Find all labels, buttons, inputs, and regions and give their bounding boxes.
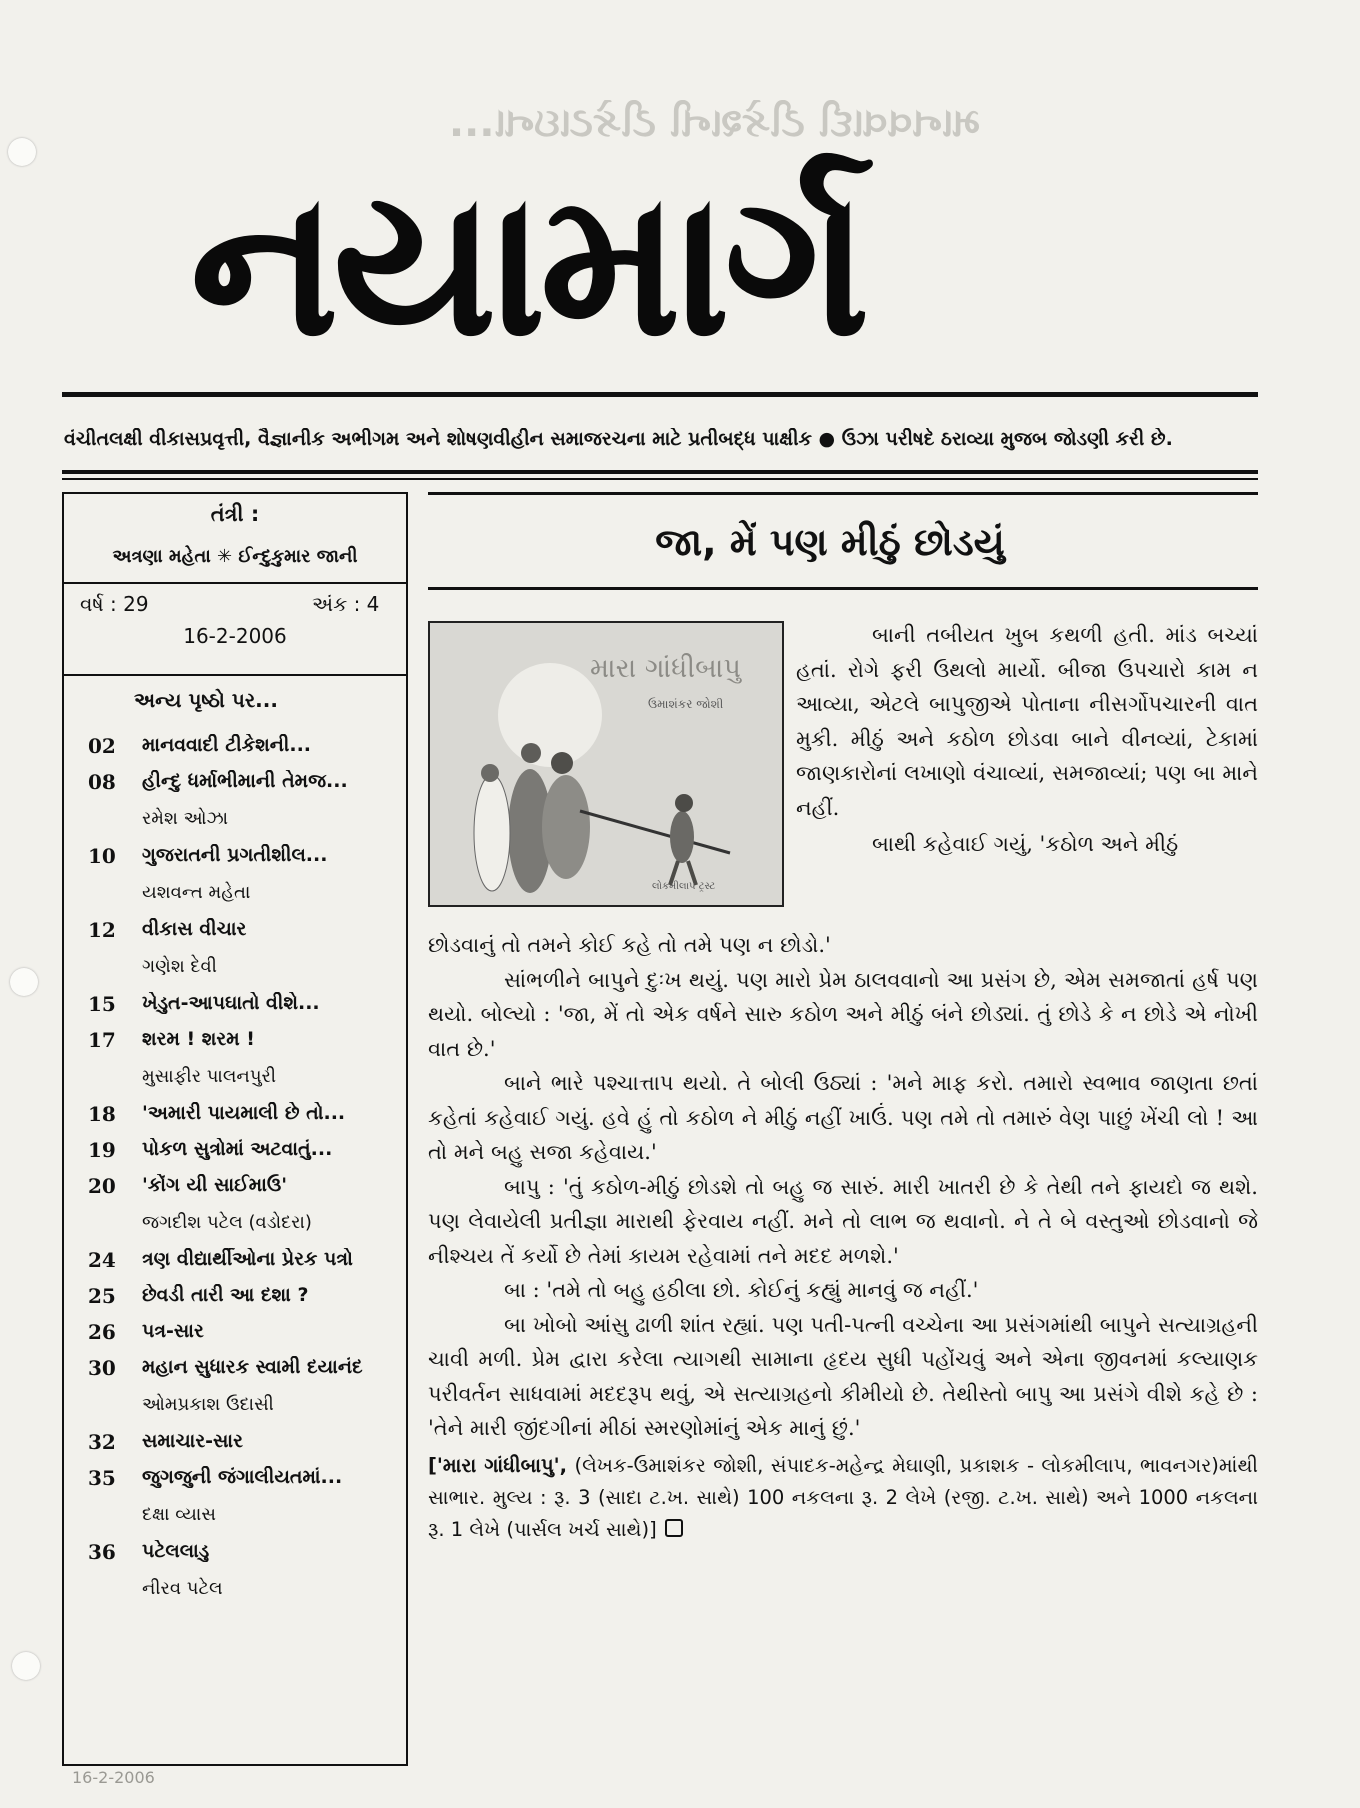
issue-date: 16-2-2006 — [183, 624, 287, 648]
toc-page-number: 36 — [88, 1540, 116, 1564]
toc-page-number: 35 — [88, 1466, 116, 1490]
article-paragraph: સાંભળીને બાપુને દુઃખ થયું. પણ મારો પ્રેમ ઠાલવવાનો આ પ્રસંગ છે, એમ સમજાતાં હર્ષ પણ થયો. બોલ્યો : 'જા, મેં તો એક વર્ષને સારુ કઠોળ અને મીઠું બંને છોડ્યાં. તું છોડે કે ન છોડે એ નોખી વાત છે.' — [428, 967, 1258, 1061]
toc-author-row — [74, 876, 398, 914]
toc-entry — [74, 1134, 398, 1170]
punch-hole — [8, 138, 36, 166]
toc-title: પોકળ સુત્રોમાં અટવાતું... — [142, 1138, 333, 1160]
article-paragraph: બાથી કહેવાઈ ગયું, 'કઠોળ અને મીઠું — [872, 832, 1179, 856]
toc-author: મુસાફીર પાલનપુરી — [142, 1066, 276, 1087]
toc-author-row — [74, 802, 398, 840]
sidebar-divider — [64, 582, 406, 584]
toc-page-number: 24 — [88, 1248, 116, 1272]
toc-entry — [74, 840, 398, 876]
masthead-tagline: વંચીતલક્ષી વીકાસપ્રવૃત્તી, વૈજ્ઞાનીક અભીગમ અને શોષણવીહીન સમાજરચના માટે પ્રતીબદ્ધ પાક્ષીક ● ઉંઝા પરીષદે ઠરાવ્યા મુજબ જોડણી કરી છે. — [64, 428, 1173, 450]
book-cover-image — [428, 621, 784, 907]
toc-title: વીકાસ વીચાર — [142, 918, 247, 940]
sidebar-divider — [64, 674, 406, 676]
toc-title: મહાન સુધારક સ્વામી દયાનંદ — [142, 1356, 363, 1378]
other-pages-heading: અન્ય પૃષ્ઠો પર... — [134, 688, 278, 712]
toc-title: હીન્દુ ધર્માભીમાની તેમજ... — [142, 770, 348, 792]
toc-page-number: 02 — [88, 734, 116, 758]
toc-author-row — [74, 1206, 398, 1244]
toc-page-number: 25 — [88, 1284, 116, 1308]
article-paragraph: બાની તબીયત ખુબ કથળી હતી. માંડ બચ્યાં હતાં. રોગે ફરી ઉથલો માર્યો. બીજા ઉપચારો કામ ન આવ્યા, એટલે બાપુજીએ પોતાના નીસર્ગોપચારની વાત મુકી. મીઠું અને કઠોળ છોડવા બાને વીનવ્યાં, ટેકામાં જાણકારોનાં લખાણો વંચાવ્યાં, સમજાવ્યાં; પણ બા માને નહીં. — [796, 623, 1258, 820]
toc-entry — [74, 1170, 398, 1206]
toc-author: યશવન્ત મહેતા — [142, 882, 251, 903]
article-main-column — [428, 928, 1258, 1546]
toc-title: જુગજુની જંગાલીયતમાં... — [142, 1466, 343, 1488]
toc-entry — [74, 1316, 398, 1352]
editor-names: અત્રણા મહેતા ✳ ઈન્દુકુમાર જાની — [112, 546, 358, 567]
toc-entry — [74, 1280, 398, 1316]
masthead-title: નયામાર્ગ — [190, 150, 865, 380]
toc-page-number: 32 — [88, 1430, 116, 1454]
toc-page-number: 15 — [88, 992, 116, 1016]
toc-entry — [74, 1244, 398, 1280]
tagline-rule — [62, 470, 1258, 474]
toc-entry — [74, 1462, 398, 1498]
toc-page-number: 12 — [88, 918, 116, 942]
book-cover-author: ઉમાશંકર જોશી — [648, 697, 724, 711]
issue-number: અંક : 4 — [312, 592, 380, 616]
source-credit — [428, 1450, 1258, 1546]
book-cover-title: મારા ગાંધીબાપુ — [590, 653, 741, 684]
punch-hole — [10, 968, 38, 996]
toc-entry — [74, 730, 398, 766]
toc-title: 'અમારી પાયમાલી છે તો... — [142, 1102, 346, 1124]
toc-title: 'કોંગ યી સાઈમાઉ' — [142, 1174, 288, 1196]
article-paragraph: બા : 'તમે તો બહુ હઠીલા છો. કોઈનું કહ્યું માનવું જ નહીં.' — [504, 1278, 979, 1302]
toc-entry — [74, 988, 398, 1024]
toc-title: ગુજરાતની પ્રગતીશીલ... — [142, 844, 328, 866]
bleed-through-banner: માનવવાદી ટીકેશની ટીકેટાઇના... — [448, 100, 980, 146]
table-of-contents — [74, 730, 398, 1610]
toc-author-row — [74, 1572, 398, 1610]
end-mark-icon — [665, 1519, 683, 1537]
toc-entry — [74, 1098, 398, 1134]
toc-title: ત્રણ વીદ્યાર્થીઓના પ્રેરક પત્રો — [142, 1248, 353, 1270]
toc-author-row — [74, 1388, 398, 1426]
editor-heading: તંત્રી : — [210, 502, 260, 526]
source-credit-details: (લેખક-ઉમાશંકર જોશી, સંપાદક-મહેન્દ્ર મેઘાણી, પ્રકાશક - લોકમીલાપ, ભાવનગર)માંથી સાભાર. મુલ્ય : રૂ. 3 (સાદા ટ.ખ. સાથે) 100 નકલના રૂ. 2 લેખે (રજી. ટ.ખ. સાથે) અને 1000 નકલના રૂ. 1 લેખે (પાર્સલ ખર્ચ સાથે)] — [428, 1453, 1258, 1541]
footer-date: 16-2-2006 — [72, 1768, 155, 1787]
toc-author-row — [74, 1498, 398, 1536]
toc-title: પત્ર-સાર — [142, 1320, 204, 1342]
masthead-rule — [62, 392, 1258, 397]
toc-page-number: 18 — [88, 1102, 116, 1126]
article-title: જા, મેં પણ મીઠું છોડયું — [655, 520, 1005, 564]
toc-author: જગદીશ પટેલ (વડોદરા) — [142, 1212, 312, 1233]
toc-author: રમેશ ઓઝા — [142, 808, 229, 829]
toc-title: છેવડી તારી આ દશા ? — [142, 1284, 309, 1306]
toc-author: ઓમપ્રકાશ ઉદાસી — [142, 1394, 274, 1415]
toc-page-number: 20 — [88, 1174, 116, 1198]
volume-year: વર્ષ : 29 — [80, 592, 149, 616]
article-title-rule — [428, 587, 1258, 590]
toc-entry — [74, 766, 398, 802]
toc-author: ગણેશ દેવી — [142, 956, 217, 977]
article-wrap-column — [796, 618, 1258, 862]
tagline-rule-thin — [62, 478, 1258, 480]
toc-entry — [74, 1024, 398, 1060]
toc-title: પટેલલાડુ — [142, 1540, 210, 1562]
punch-hole — [12, 1652, 40, 1680]
toc-entry — [74, 1536, 398, 1572]
toc-title: ખેડુત-આપઘાતો વીશે... — [142, 992, 320, 1014]
toc-page-number: 10 — [88, 844, 116, 868]
book-cover-publisher: લોકમીલાપ ટ્રસ્ટ — [652, 881, 716, 892]
article-top-rule — [428, 492, 1258, 495]
toc-page-number: 26 — [88, 1320, 116, 1344]
article-paragraph: બા ખોબો આંસુ ઢાળી શાંત રહ્યાં. પણ પતી-પત્ની વચ્ચેના આ પ્રસંગમાંથી બાપુને સત્યાગ્રહની ચાવી મળી. પ્રેમ દ્વારા કરેલા ત્યાગથી સામાના હૃદય સુધી પહોંચવું અને એના જીવનમાં કલ્યાણક પરીવર્તન સાધવામાં મદદરૂપ થવું, એ સત્યાગ્રહનો કીમીયો છે. તેથીસ્તો બાપુ આ પ્રસંગે વીશે કહે છે : 'તેને મારી જીંદગીનાં મીઠાં સ્મરણોમાંનું એક માનું છું.' — [428, 1312, 1258, 1440]
article-paragraph: બાપુ : 'તું કઠોળ-મીઠું છોડશે તો બહુ જ સારું. મારી ખાતરી છે કે તેથી તને ફાયદો જ થશે. પણ લેવાયેલી પ્રતીજ્ઞા મારાથી ફેરવાય નહીં. મને તો લાભ જ થવાનો. ને તે બે વસ્તુઓ છોડવાનો જે નીશ્ચય તેં કર્યો છે તેમાં કાયમ રહેવામાં તને મદદ મળશે.' — [428, 1174, 1258, 1268]
article-paragraph: બાને ભારે પશ્ચાત્તાપ થયો. તે બોલી ઉઠ્યાં : 'મને માફ કરો. તમારો સ્વભાવ જાણતા છતાં કહેતાં કહેવાઈ ગયું. હવે હું તો કઠોળ ને મીઠું નહીં ખાઉં. પણ તમે તો તમારું વેણ પાછું ખેંચી લો ! આ તો મને બહુ સજા કહેવાય.' — [428, 1071, 1258, 1164]
article-paragraph: છોડવાનું તો તમને કોઈ કહે તો તમે પણ ન છોડો.' — [428, 933, 831, 957]
toc-title: માનવવાદી ટીકેશની... — [142, 734, 312, 756]
toc-entry — [74, 1352, 398, 1388]
gandhi-walking-illustration — [430, 623, 782, 905]
toc-title: શરમ ! શરમ ! — [142, 1028, 255, 1050]
toc-entry — [74, 914, 398, 950]
toc-author: દક્ષા વ્યાસ — [142, 1504, 216, 1525]
toc-page-number: 30 — [88, 1356, 116, 1380]
toc-author-row — [74, 1060, 398, 1098]
toc-title: સમાચાર-સાર — [142, 1430, 243, 1452]
toc-entry — [74, 1426, 398, 1462]
source-credit-title: ['મારા ગાંધીબાપુ', — [428, 1453, 568, 1477]
toc-author: નીરવ પટેલ — [142, 1578, 223, 1599]
toc-page-number: 08 — [88, 770, 116, 794]
contents-sidebar — [62, 492, 408, 1766]
toc-page-number: 17 — [88, 1028, 116, 1052]
toc-page-number: 19 — [88, 1138, 116, 1162]
toc-author-row — [74, 950, 398, 988]
